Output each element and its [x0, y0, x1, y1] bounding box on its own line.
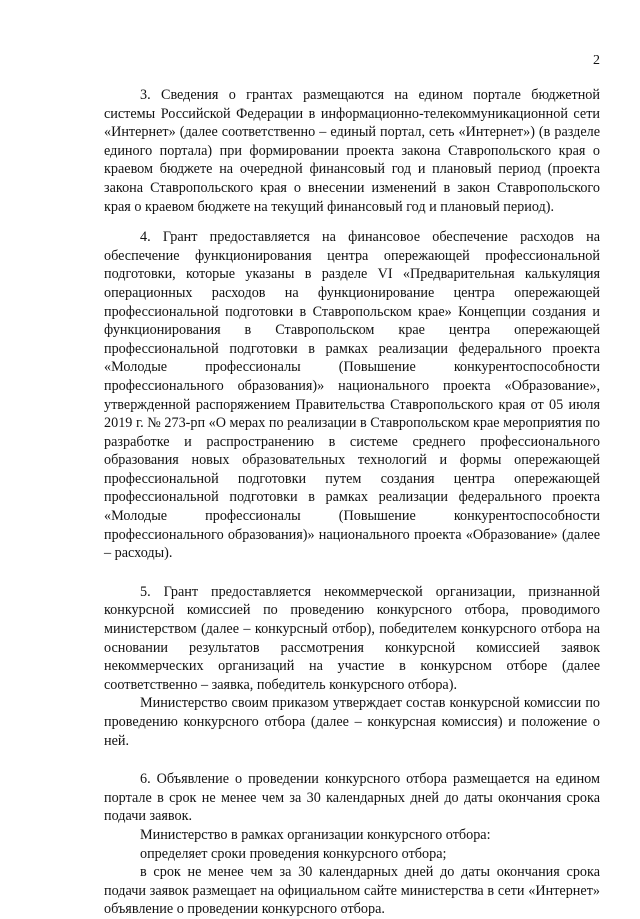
paragraph-ministry-duty-deadlines: определяет сроки проведения конкурсного отбора; [140, 845, 447, 862]
page-number: 2 [593, 53, 600, 68]
paragraph-4-grant-purpose: 4. Грант предоставляется на финансовое обеспечение расходов на обеспечение функционирования центра опережающей профессиональной подготовки, которые указаны в разделе VI «Предварительная калькуляция операционных расходов на функционирование центра опережающей профессиональной подготовки в Ставропольском крае» Концепции создания и функционирования в Ставропольском крае центра опережающей профессиональной подготовки в рамках реализации федерального проекта «Молодые профессионалы (Повышение конкурентоспособности профессионального образования)» национального проекта «Образование», утвержденной распоряжением Правительства Ставропольского края от 05 июля 2019 г. № 273-рп «О мерах по реализации в Ставропольском крае мероприятия по разработке и распространению в системе среднего профессионального образования новых образовательных технологий и формы опережающей профессиональной подготовки путем создания центра опережающей профессиональной подготовки в рамках реализации федерального проекта «Молодые профессионалы (Повышение конкурентоспособности профессионального образования)» национального проекта «Образование» (далее – расходы). [104, 229, 600, 562]
document-body [104, 86, 600, 919]
paragraph-commission-approval: Министерство своим приказом утверждает состав конкурсной комиссии по проведению конкурсного отбора (далее – конкурсная комиссия) и положение о ней. [104, 695, 600, 749]
paragraph-3-portal-info: 3. Сведения о грантах размещаются на едином портале бюджетной системы Российской Федерации в информационно-телекоммуникационной сети «Интернет» (далее соответственно – единый портал, сеть «Интернет») (в разделе единого портала) при формировании проекта закона Ставропольского края о краевом бюджете на очередной финансовый год и плановый период (проекта закона Ставропольского края о внесении изменений в закон Ставропольского края о краевом бюджете на текущий финансовый год и плановый период). [104, 87, 600, 215]
paragraph-ministry-duties-intro: Министерство в рамках организации конкурсного отбора: [140, 826, 491, 843]
paragraph-ministry-duty-publish: в срок не менее чем за 30 календарных дней до даты окончания срока подачи заявок размещает на официальном сайте министерства в сети «Интернет» объявление о проведении конкурсного отбора. [104, 864, 600, 918]
paragraph-6-announcement: 6. Объявление о проведении конкурсного отбора размещается на едином портале в срок не менее чем за 30 календарных дней до даты окончания срока подачи заявок. [104, 771, 600, 825]
paragraph-5-grant-recipient: 5. Грант предоставляется некоммерческой организации, признанной конкурсной комиссией по проведению конкурсного отбора, проводимого министерством (далее – конкурсный отбор), победителем конкурсного отбора на основании результатов рассмотрения конкурсной комиссией заявок некоммерческих организаций на участие в конкурсном отборе (далее соответственно – заявка, победитель конкурсного отбора). [104, 583, 600, 693]
